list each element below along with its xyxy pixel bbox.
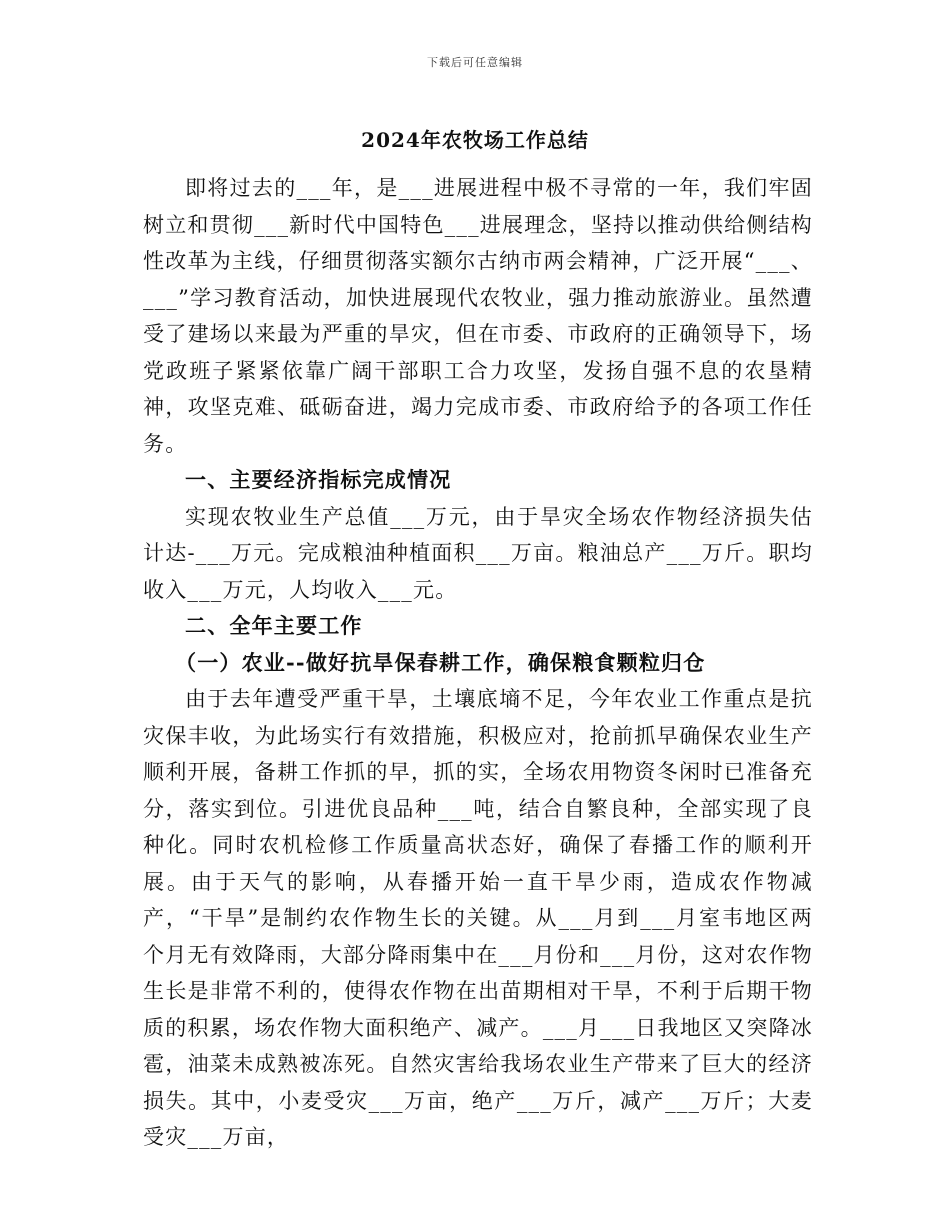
indicators-paragraph: 实现农牧业生产总值___万元，由于旱灾全场农作物经济损失估计达-___万元。完成粮油种植面积___万亩。粮油总产___万斤。职均收入___万元，人均收入___元。 bbox=[143, 504, 813, 602]
intro-paragraph: 即将过去的___年，是___进展进程中极不寻常的一年，我们牢固树立和贯彻___新时代中国特色___进展理念，坚持以推动供给侧结构性改革为主线，仔细贯彻落实额尔古纳市两会精神，广泛开展“___、___”学习教育活动，加快进展现代农牧业，强力推动旅游业。虽然遭受了建场以来最为严重的旱灾，但在市委、市政府的正确领导下，场党政班子紧紧依靠广阔干部职工合力攻坚，发扬自强不息的农垦精神，攻坚克难、砥砺奋进，竭力完成市委、市政府给予的各项工作任务。 bbox=[143, 176, 813, 456]
document-title: 2024年农牧场工作总结 bbox=[361, 128, 589, 152]
header-note: 下载后可任意编辑 bbox=[427, 56, 523, 69]
subsection-heading-1: （一）农业--做好抗旱保春耕工作，确保粮食颗粒归仓 bbox=[175, 649, 706, 675]
section-heading-1: 一、主要经济指标完成情况 bbox=[185, 467, 452, 492]
section-heading-2: 二、全年主要工作 bbox=[185, 613, 363, 638]
document-body bbox=[143, 170, 813, 1156]
agriculture-paragraph: 由于去年遭受严重干旱，土壤底墒不足，今年农业工作重点是抗灾保丰收，为此场实行有效措施，积极应对，抢前抓早确保农业生产顺利开展，备耕工作抓的早，抓的实，全场农用物资冬闲时已准备充分，落实到位。引进优良品种___吨，结合自繁良种，全部实现了良种化。同时农机检修工作质量高状态好，确保了春播工作的顺利开展。由于天气的影响，从春播开始一直干旱少雨，造成农作物减产，“干旱”是制约农作物生长的关键。从___月到___月室韦地区两个月无有效降雨，大部分降雨集中在___月份和___月份，这对农作物生长是非常不利的，使得农作物在出苗期相对干旱，不利于后期干物质的积累，场农作物大面积绝产、减产。___月___日我地区又突降冰雹，油菜未成熟被冻死。自然灾害给我场农业生产带来了巨大的经济损失。其中，小麦受灾___万亩，绝产___万斤，减产___万斤；大麦受灾___万亩， bbox=[143, 687, 813, 1149]
